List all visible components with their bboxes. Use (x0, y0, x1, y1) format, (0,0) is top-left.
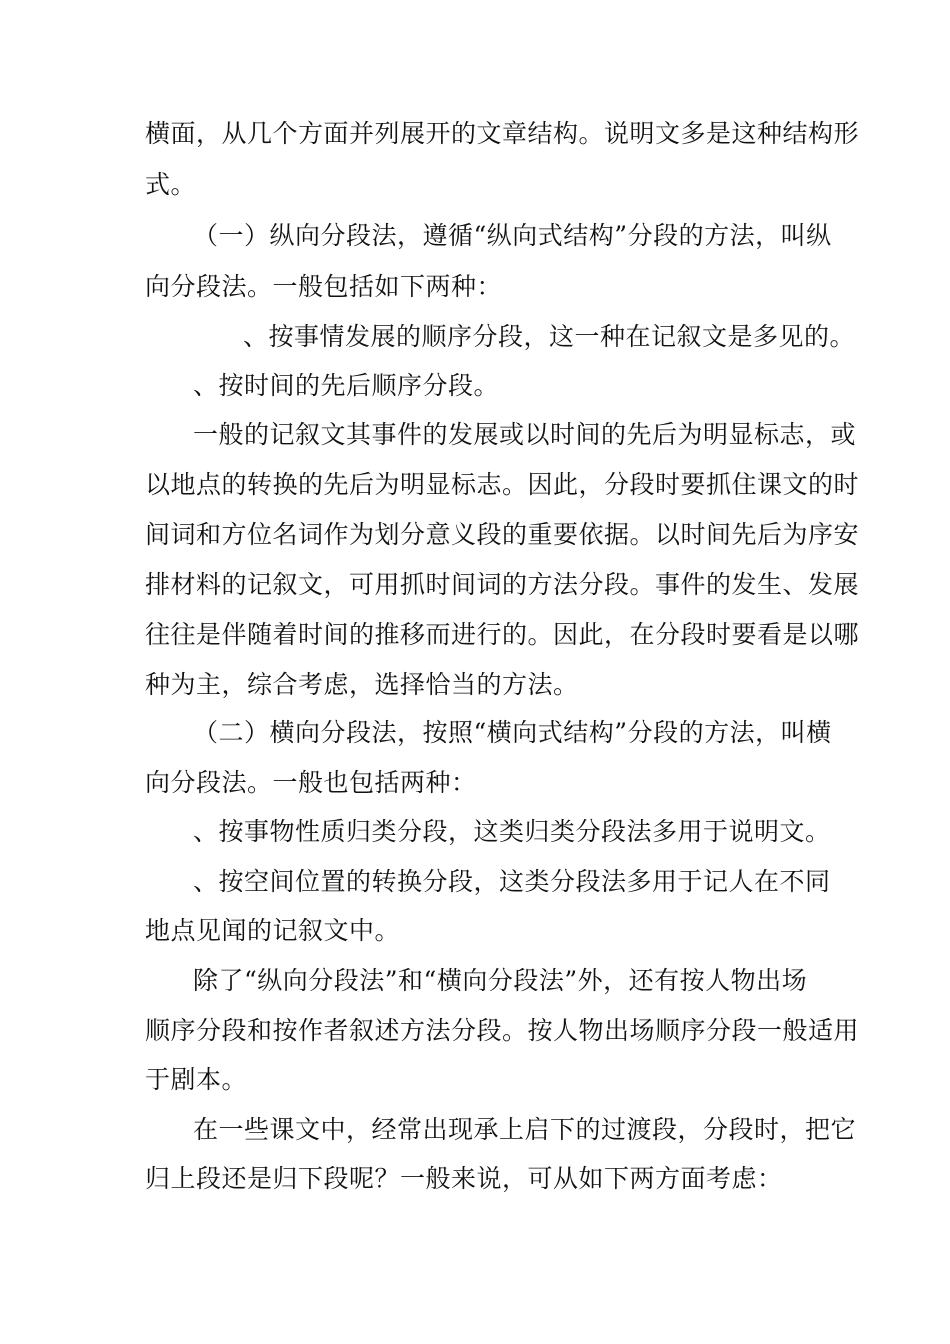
text-line: 地点见闻的记叙文中。 (145, 916, 401, 945)
text-line: 除了“纵向分段法”和“横向分段法”外，还有按人物出场 (193, 966, 808, 995)
text-line: 顺序分段和按作者叙述方法分段。按人物出场顺序分段一般适用 (145, 1016, 860, 1045)
text-line: 归上段还是归下段呢？一般来说，可从如下两方面考虑： (145, 1164, 783, 1193)
text-line: 、按事情发展的顺序分段，这一种在记叙文是多见的。 (243, 322, 856, 351)
text-line: 往往是伴随着时间的推移而进行的。因此，在分段时要看是以哪 (145, 620, 860, 649)
text-line: 在一些课文中，经常出现承上启下的过渡段，分段时，把它 (193, 1115, 857, 1144)
text-line: 横面，从几个方面并列展开的文章结构。说明文多是这种结构形 (145, 119, 860, 148)
text-line: （一）纵向分段法，遵循“纵向式结构”分段的方法，叫纵 (193, 221, 832, 250)
text-line: 、按空间位置的转换分段，这类分段法多用于记人在不同 (193, 867, 831, 896)
text-line: 、按时间的先后顺序分段。 (193, 371, 500, 400)
text-line: 、按事物性质归类分段，这类归类分段法多用于说明文。 (193, 817, 831, 846)
text-line: 向分段法。一般包括如下两种： (145, 272, 503, 301)
text-line: 间词和方位名词作为划分意义段的重要依据。以时间先后为序安 (145, 520, 860, 549)
text-line: 一般的记叙文其事件的发展或以时间的先后为明显标志，或 (193, 420, 857, 449)
text-line: 种为主，综合考虑，选择恰当的方法。 (145, 670, 579, 699)
text-line: 向分段法。一般也包括两种： (145, 768, 477, 797)
text-line: 排材料的记叙文，可用抓时间词的方法分段。事件的发生、发展 (145, 570, 860, 599)
text-line: 式。 (145, 170, 197, 199)
text-line: 于剧本。 (145, 1065, 248, 1094)
text-line: 以地点的转换的先后为明显标志。因此，分段时要抓住课文的时 (145, 470, 860, 499)
text-line: （二）横向分段法，按照“横向式结构”分段的方法，叫横 (193, 718, 832, 747)
